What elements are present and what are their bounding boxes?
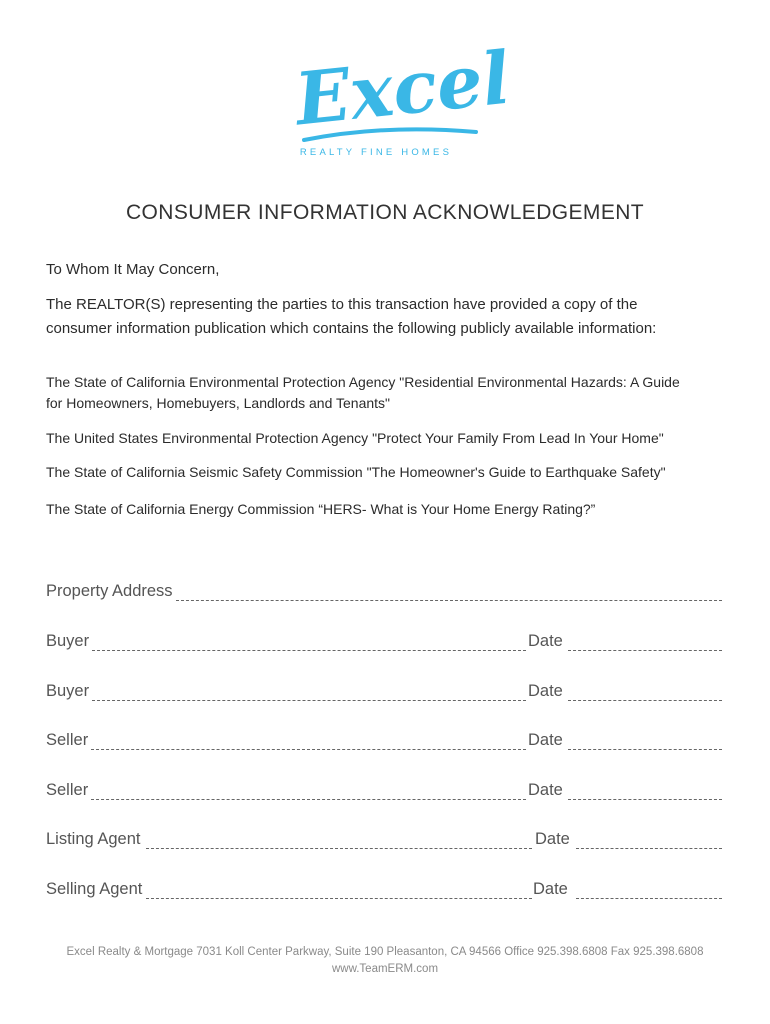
date-label: Date <box>533 880 568 898</box>
date-label: Date <box>528 731 563 749</box>
footer <box>0 944 770 978</box>
footer-contact: Excel Realty & Mortgage 7031 Koll Center Parkway, Suite 190 Pleasanton, CA 94566 Office 925.398.6808 Fax 925.398.6808 <box>66 946 704 958</box>
seller-signature-line[interactable] <box>91 749 526 750</box>
listing-agent-label: Listing Agent <box>46 830 141 848</box>
logo-wordmark: Excel <box>291 34 514 142</box>
date-label: Date <box>528 632 563 650</box>
date-label: Date <box>528 781 563 799</box>
buyer-label: Buyer <box>46 632 90 650</box>
date-line[interactable] <box>576 898 722 899</box>
buyer-signature-line[interactable] <box>92 650 526 651</box>
property-address-row <box>46 582 722 606</box>
selling-agent-row <box>46 880 722 904</box>
source-item-1-line-2: for Homeowners, Homebuyers, Landlords and Tenants" <box>46 395 391 411</box>
seller-signature-line[interactable] <box>91 799 526 800</box>
intro-line-2: consumer information publication which contains the following publicly available information: <box>46 320 657 337</box>
listing-agent-signature-line[interactable] <box>146 848 532 849</box>
source-item-4: The State of California Energy Commission “HERS- What is Your Home Energy Rating?” <box>46 501 596 517</box>
date-line[interactable] <box>568 700 722 701</box>
buyer-row-2 <box>46 682 722 706</box>
seller-label: Seller <box>46 731 89 749</box>
date-line[interactable] <box>568 650 722 651</box>
source-item-2: The United States Environmental Protection Agency "Protect Your Family From Lead In Your Home" <box>46 430 664 446</box>
seller-row-2 <box>46 781 722 805</box>
selling-agent-signature-line[interactable] <box>146 898 532 899</box>
date-line[interactable] <box>568 749 722 750</box>
date-label: Date <box>535 830 570 848</box>
excel-logo <box>290 28 514 163</box>
date-line[interactable] <box>568 799 722 800</box>
intro-line-1: The REALTOR(S) representing the parties to this transaction have provided a copy of the <box>46 296 638 313</box>
property-address-line[interactable] <box>176 600 722 601</box>
buyer-row-1 <box>46 632 722 656</box>
logo-tagline: REALTY FINE HOMES <box>299 147 453 158</box>
buyer-signature-line[interactable] <box>92 700 526 701</box>
date-label: Date <box>528 682 563 700</box>
seller-label: Seller <box>46 781 89 799</box>
source-item-1-line-1: The State of California Environmental Protection Agency "Residential Environmental Hazards: A Guide <box>46 374 680 390</box>
seller-row-1 <box>46 731 722 755</box>
source-item-3: The State of California Seismic Safety Commission "The Homeowner's Guide to Earthquake Safety" <box>46 464 666 480</box>
greeting: To Whom It May Concern, <box>46 261 220 278</box>
property-address-label: Property Address <box>46 582 173 600</box>
listing-agent-row <box>46 830 722 854</box>
date-line[interactable] <box>576 848 722 849</box>
buyer-label: Buyer <box>46 682 90 700</box>
document-title: CONSUMER INFORMATION ACKNOWLEDGEMENT <box>125 201 645 224</box>
footer-website: www.TeamERM.com <box>331 963 439 975</box>
selling-agent-label: Selling Agent <box>46 880 143 898</box>
